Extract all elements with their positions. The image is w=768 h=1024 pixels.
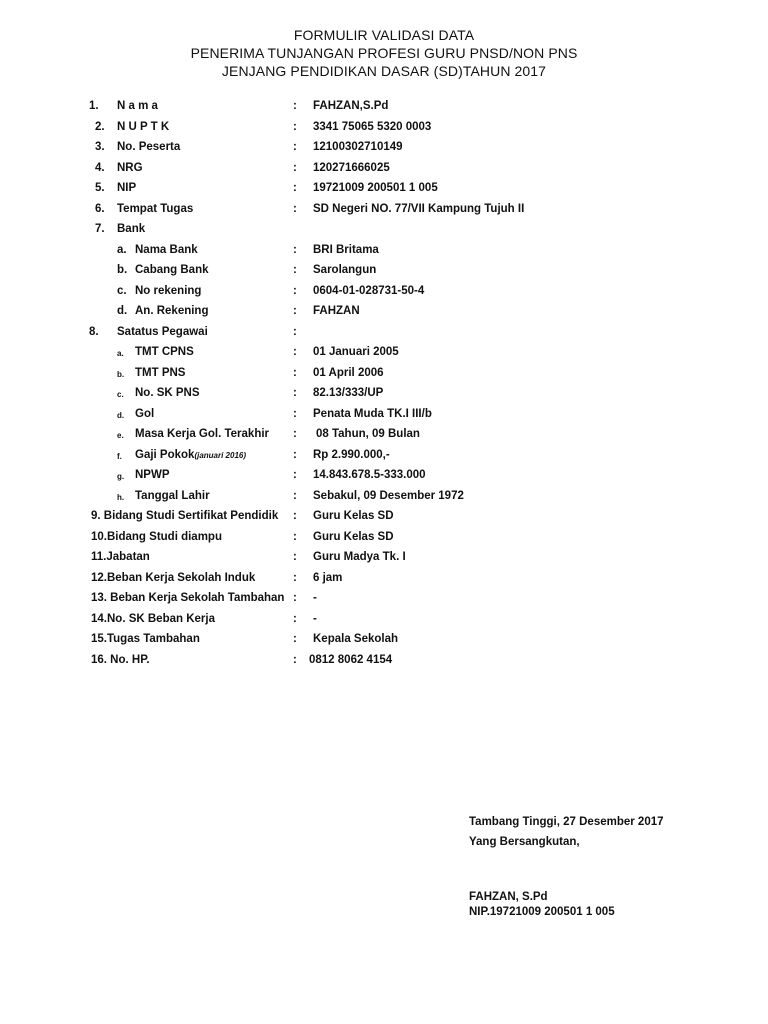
field-value: Rp 2.990.000,- bbox=[313, 449, 390, 461]
gaji-label: Gaji Pokok bbox=[135, 449, 195, 461]
field-row-nuptk bbox=[0, 117, 768, 137]
field-row-beban-induk bbox=[0, 568, 768, 588]
field-number: 5. bbox=[95, 182, 105, 194]
sub-label: No rekening bbox=[135, 285, 202, 297]
field-colon: : bbox=[293, 654, 297, 666]
form-title: FORMULIR VALIDASI DATA bbox=[293, 27, 475, 43]
sub-letter: a. bbox=[117, 244, 127, 256]
field-number: 6. bbox=[95, 203, 105, 215]
field-label: N a m a bbox=[117, 100, 158, 112]
field-row-status bbox=[0, 322, 768, 342]
field-row-bank bbox=[0, 219, 768, 239]
sub-letter: b. bbox=[117, 370, 125, 379]
field-value: 12100302710149 bbox=[313, 141, 403, 153]
sub-label: An. Rekening bbox=[135, 305, 209, 317]
form-subtitle-level: JENJANG PENDIDIKAN DASAR (SD)TAHUN 2017 bbox=[221, 63, 547, 79]
field-label: Tempat Tugas bbox=[117, 203, 194, 215]
field-value: BRI Britama bbox=[313, 244, 379, 256]
bank-row-rekening bbox=[0, 281, 768, 301]
field-colon: : bbox=[293, 326, 297, 338]
field-colon: : bbox=[293, 531, 297, 543]
field-colon: : bbox=[293, 613, 297, 625]
field-label: 15.Tugas Tambahan bbox=[91, 633, 200, 645]
field-label: N U P T K bbox=[117, 121, 170, 133]
field-label: 12.Beban Kerja Sekolah Induk bbox=[91, 572, 256, 584]
sub-label: TMT PNS bbox=[135, 367, 186, 379]
field-row-nrg bbox=[0, 158, 768, 178]
field-row-nip bbox=[0, 178, 768, 198]
sub-label: Cabang Bank bbox=[135, 264, 209, 276]
field-colon: : bbox=[293, 469, 297, 481]
field-row-sk-beban bbox=[0, 609, 768, 629]
field-value: 3341 75065 5320 0003 bbox=[313, 121, 432, 133]
field-colon: : bbox=[293, 633, 297, 645]
field-row-nama bbox=[0, 96, 768, 116]
field-value: Guru Madya Tk. I bbox=[313, 551, 406, 563]
field-row-bidang-diampu bbox=[0, 527, 768, 547]
field-value: Kepala Sekolah bbox=[313, 633, 399, 645]
field-value: 0604-01-028731-50-4 bbox=[313, 285, 425, 297]
field-value: Penata Muda TK.I III/b bbox=[313, 408, 432, 420]
field-colon: : bbox=[293, 141, 297, 153]
field-label: Satatus Pegawai bbox=[117, 326, 208, 338]
field-colon: : bbox=[293, 162, 297, 174]
field-value: 120271666025 bbox=[313, 162, 390, 174]
bank-row-cabang bbox=[0, 260, 768, 280]
field-row-tugas-tambahan bbox=[0, 629, 768, 649]
bank-row-an-rekening bbox=[0, 301, 768, 321]
field-colon: : bbox=[293, 121, 297, 133]
signer-name: FAHZAN, S.Pd bbox=[469, 891, 548, 903]
status-row-gaji-pokok bbox=[0, 445, 768, 465]
field-colon: : bbox=[293, 510, 297, 522]
gaji-note: (januari 2016) bbox=[194, 451, 247, 460]
field-label: NRG bbox=[117, 162, 143, 174]
field-value: - bbox=[313, 592, 317, 604]
field-label: 11.Jabatan bbox=[91, 551, 150, 563]
field-colon: : bbox=[293, 428, 297, 440]
field-colon: : bbox=[293, 182, 297, 194]
sub-label: Masa Kerja Gol. Terakhir bbox=[135, 428, 270, 440]
field-colon: : bbox=[293, 264, 297, 276]
place-date: Tambang Tinggi, 27 Desember 2017 bbox=[469, 816, 664, 828]
sub-label bbox=[135, 445, 246, 466]
status-row-masa-kerja bbox=[0, 424, 768, 444]
status-row-sk-pns bbox=[0, 383, 768, 403]
field-value: Guru Kelas SD bbox=[313, 531, 394, 543]
field-value: - bbox=[313, 613, 317, 625]
field-colon: : bbox=[293, 449, 297, 461]
field-value: 0812 8062 4154 bbox=[309, 654, 393, 666]
status-row-tmt-pns bbox=[0, 363, 768, 383]
field-value: 08 Tahun, 09 Bulan bbox=[316, 428, 420, 440]
sub-letter: e. bbox=[117, 431, 124, 440]
field-value: SD Negeri NO. 77/VII Kampung Tujuh II bbox=[313, 203, 525, 215]
sub-letter: b. bbox=[117, 264, 128, 276]
sub-label: Gol bbox=[135, 408, 155, 420]
sub-label: Tanggal Lahir bbox=[135, 490, 210, 502]
field-colon: : bbox=[293, 367, 297, 379]
field-value: Sebakul, 09 Desember 1972 bbox=[313, 490, 464, 502]
field-value: FAHZAN,S.Pd bbox=[313, 100, 389, 112]
status-row-tanggal-lahir bbox=[0, 486, 768, 506]
signature-regards: Yang Bersangkutan, bbox=[469, 836, 580, 848]
sub-letter: d. bbox=[117, 305, 128, 317]
status-row-tmt-cpns bbox=[0, 342, 768, 362]
sub-letter: g. bbox=[117, 472, 125, 481]
field-value: 01 Januari 2005 bbox=[313, 346, 399, 358]
field-colon: : bbox=[293, 285, 297, 297]
form-subtitle: PENERIMA TUNJANGAN PROFESI GURU PNSD/NON PNS bbox=[190, 45, 578, 61]
signer-nip: NIP.19721009 200501 1 005 bbox=[469, 906, 615, 918]
field-value: 01 April 2006 bbox=[313, 367, 384, 379]
sub-letter: f. bbox=[117, 452, 122, 461]
sub-label: Nama Bank bbox=[135, 244, 198, 256]
sub-letter: d. bbox=[117, 411, 125, 420]
field-number: 1. bbox=[89, 100, 99, 112]
field-label: No. Peserta bbox=[117, 141, 181, 153]
field-colon: : bbox=[293, 408, 297, 420]
field-value: 6 jam bbox=[313, 572, 343, 584]
field-colon: : bbox=[293, 100, 297, 112]
field-colon: : bbox=[293, 572, 297, 584]
field-label: 14.No. SK Beban Kerja bbox=[91, 613, 215, 625]
field-label: 16. No. HP. bbox=[91, 654, 150, 666]
field-row-jabatan bbox=[0, 547, 768, 567]
field-value: 19721009 200501 1 005 bbox=[313, 182, 438, 194]
sub-label: No. SK PNS bbox=[135, 387, 200, 399]
field-row-no-peserta bbox=[0, 137, 768, 157]
field-colon: : bbox=[293, 305, 297, 317]
field-colon: : bbox=[293, 346, 297, 358]
field-colon: : bbox=[293, 203, 297, 215]
bank-row-nama-bank bbox=[0, 240, 768, 260]
field-value: 14.843.678.5-333.000 bbox=[313, 469, 426, 481]
field-value: 82.13/333/UP bbox=[313, 387, 384, 399]
field-value: Guru Kelas SD bbox=[313, 510, 394, 522]
field-number: 3. bbox=[95, 141, 105, 153]
field-colon: : bbox=[293, 387, 297, 399]
field-number: 2. bbox=[95, 121, 105, 133]
status-row-gol bbox=[0, 404, 768, 424]
sub-letter: a. bbox=[117, 349, 124, 358]
field-row-beban-tambahan bbox=[0, 588, 768, 608]
field-number: 8. bbox=[89, 326, 99, 338]
field-value: FAHZAN bbox=[313, 305, 360, 317]
field-number: 7. bbox=[95, 223, 105, 235]
field-colon: : bbox=[293, 244, 297, 256]
field-colon: : bbox=[293, 592, 297, 604]
field-colon: : bbox=[293, 551, 297, 563]
status-row-npwp bbox=[0, 465, 768, 485]
sub-letter: c. bbox=[117, 285, 127, 297]
field-row-no-hp bbox=[0, 650, 768, 670]
field-label: 10.Bidang Studi diampu bbox=[91, 531, 222, 543]
sub-label: NPWP bbox=[135, 469, 170, 481]
sub-letter: h. bbox=[117, 493, 125, 502]
field-row-tempat-tugas bbox=[0, 199, 768, 219]
field-label: Bank bbox=[117, 223, 146, 235]
field-colon: : bbox=[293, 490, 297, 502]
sub-label: TMT CPNS bbox=[135, 346, 194, 358]
field-label: 9. Bidang Studi Sertifikat Pendidik bbox=[91, 510, 279, 522]
sub-letter: c. bbox=[117, 390, 124, 399]
field-value: Sarolangun bbox=[313, 264, 377, 276]
field-label: 13. Beban Kerja Sekolah Tambahan bbox=[91, 592, 285, 604]
field-number: 4. bbox=[95, 162, 105, 174]
field-label: NIP bbox=[117, 182, 137, 194]
field-row-bidang-sertifikat bbox=[0, 506, 768, 526]
